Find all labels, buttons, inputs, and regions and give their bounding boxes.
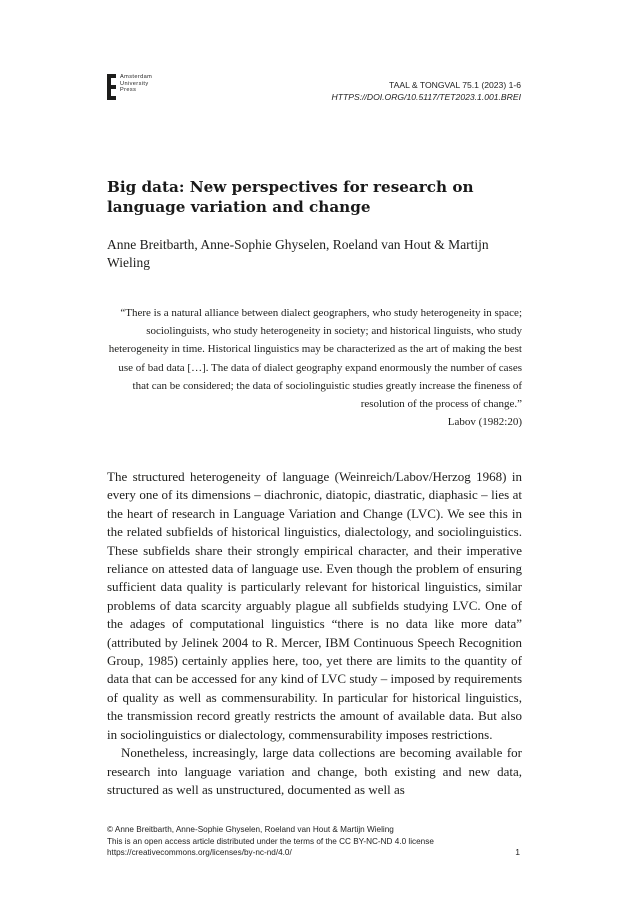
body-paragraph: Nonetheless, increasingly, large data collections are becoming available for research into language variation and change, both existing and new data, structured as well as unstructured, documented as well as (107, 745, 522, 797)
logo-line: Amsterdam (120, 74, 153, 80)
license-line: This is an open access article distributed under the terms of the CC BY-NC-ND 4.0 license (107, 836, 434, 846)
copyright-line: © Anne Breitbarth, Anne-Sophie Ghyselen, Roeland van Hout & Martijn Wieling (107, 825, 394, 834)
aup-logo-icon (107, 74, 116, 100)
doi-link[interactable]: HTTPS://DOI.ORG/10.5117/TET2023.1.001.BREI (331, 92, 521, 102)
logo-line: Press (120, 87, 137, 94)
journal-info (332, 79, 521, 103)
article-title: Big data: New perspectives for research on language variation and change (107, 178, 474, 216)
epigraph-attribution: Labov (1982:20) (447, 416, 522, 429)
article-body (107, 468, 522, 799)
page-number: 1 (515, 847, 520, 857)
article-authors: Anne Breitbarth, Anne-Sophie Ghyselen, Roeland van Hout & Martijn Wieling (107, 237, 489, 270)
publisher-logo-text (120, 74, 152, 94)
epigraph-quote: “There is a natural alliance between dialect geographers, who study heterogeneity in space; sociolinguists, who study heterogeneity in society; and historical linguists, who study heterogeneity in time. Historical linguistics may be characterized as the art of making the best use of bad data […]. The data of dialect geography expand enormously the number of cases that can be considered; the data of sociolinguistic studies greatly increase the fineness of resolution of the process of change.” (108, 307, 522, 411)
journal-citation: TAAL & TONGVAL 75.1 (2023) 1-6 (389, 80, 521, 90)
license-footer (107, 824, 522, 859)
epigraph (108, 304, 522, 431)
publisher-logo (107, 74, 167, 100)
license-url[interactable]: https://creativecommons.org/licenses/by-nc-nd/4.0/ (107, 848, 292, 858)
logo-line: University (120, 80, 149, 87)
body-paragraph: The structured heterogeneity of language (Weinreich/Labov/Herzog 1968) in every one of its dimensions – diachronic, diatopic, diastratic, diaphasic – lies at the heart of research in Language Variation and Change (LVC). We see this in the related subfields of historical linguistics, dialectology, and sociolinguistics. These subfields share their strongly empirical character, and their imperative reliance on attested data of language use. Even though the problem of ensuring sufficient data quality is particularly relevant for historical linguistics, similar problems of data scarcity arguably plague all subfields studying LVC. One of the adages of computational linguistics “there is no data like more data” (attributed by Jelinek 2004 to R. Mercer, IBM Continuous Speech Recognition Group, 1985) certainly applies here, too, yet there are limits to the quantity of data that can be accessed for any kind of LVC study – imposed by requirements of quality as well as commensurability. In particular for historical linguistics, the transmission record greatly restricts the amount of available data. But also in sociolinguistics or dialectology, commensurability imposes restrictions. (107, 469, 522, 742)
